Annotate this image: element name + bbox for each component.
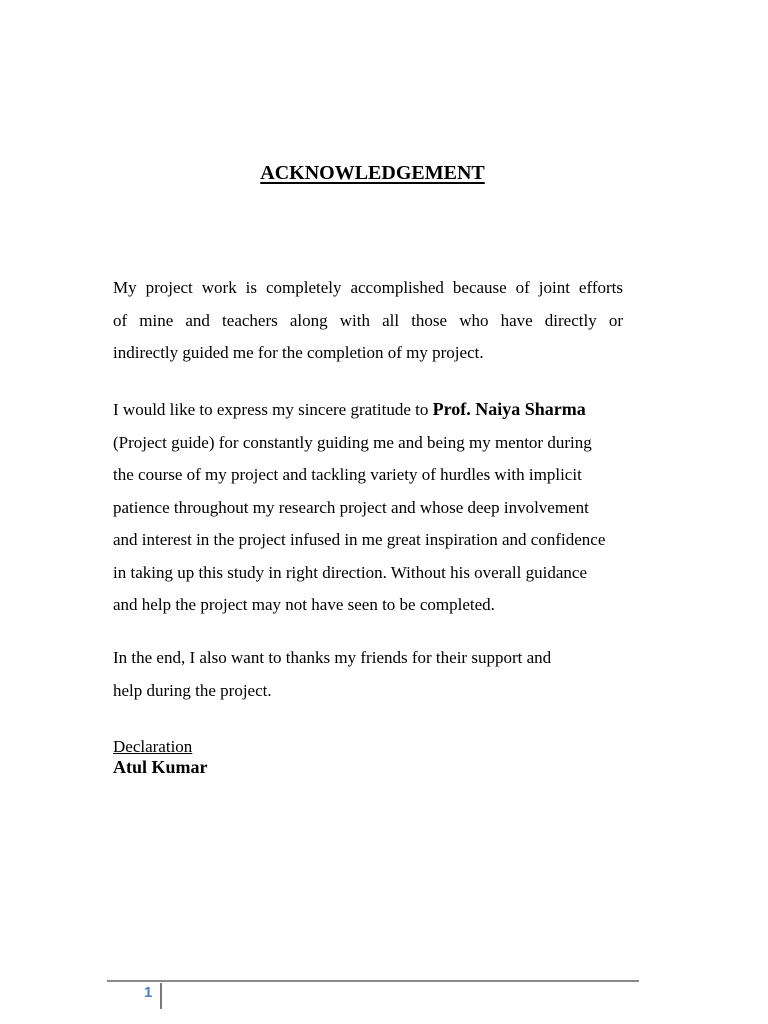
footer-divider (107, 980, 639, 982)
author-name: Atul Kumar (113, 757, 208, 777)
text-line: patience throughout my research project and whose deep involvement (113, 497, 589, 517)
paragraph-thanks-friends (113, 642, 623, 707)
text-line: and interest in the project infused in me great inspiration and confidence (113, 530, 606, 549)
paragraph-project-work (113, 272, 623, 370)
text-line: My project work is completely accomplished because of joint efforts (113, 278, 623, 297)
paragraph-gratitude (113, 393, 623, 622)
page-number: 1 (144, 984, 153, 1001)
text-line (113, 393, 623, 427)
text-line: indirectly guided me for the completion of my project. (113, 343, 484, 362)
page-number-divider (160, 983, 162, 1009)
text-line: (Project guide) for constantly guiding me and being my mentor during (113, 432, 592, 452)
text-line: In the end, I also want to thanks my friends for their support and (113, 648, 552, 667)
text-line: in taking up this study in right direction. Without his overall guidance (113, 562, 587, 582)
text-line: of mine and teachers along with all those who have directly or (113, 310, 623, 330)
guide-name: Prof. Naiya Sharma (432, 399, 586, 419)
text-line: help during the project. (113, 680, 272, 700)
page-title: ACKNOWLEDGEMENT (260, 162, 485, 184)
gratitude-intro: I would like to express my sincere gratitude to (113, 400, 433, 419)
text-line: and help the project may not have seen to be completed. (113, 595, 495, 614)
declaration-label: Declaration (113, 737, 193, 756)
text-line: the course of my project and tackling variety of hurdles with implicit (113, 465, 582, 484)
